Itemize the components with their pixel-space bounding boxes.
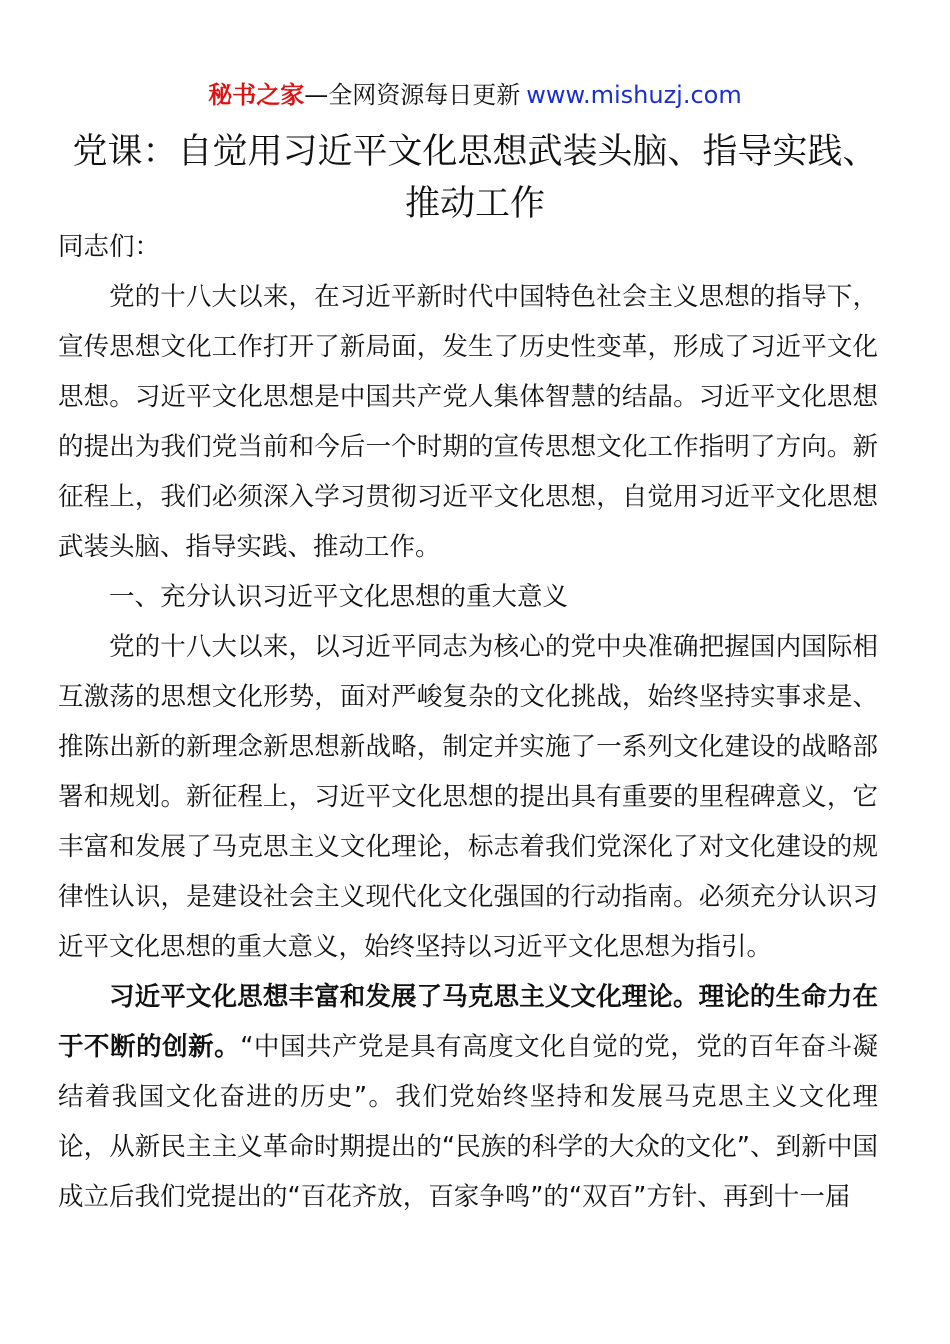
title-line-2: 推动工作 — [404, 184, 545, 224]
paragraph-theory-text: “中国共产党是具有高度文化自觉的党，党的百年奋斗凝结着我国文化奋进的历史”。我们党始终坚持和发展马克思主义文化理论，从新民主主义革命时期提出的“民族的科学的大众的文化”、到新中国成立后我们党提出的“百花齐放，百家争鸣”的“双百”方针、再到十一届 — [58, 1032, 878, 1212]
paragraph-significance: 党的十八大以来，以习近平同志为核心的党中央准确把握国内国际相互激荡的思想文化形势，面对严峻复杂的文化挑战，始终坚持实事求是、推陈出新的新理念新思想新战略，制定并实施了一系列文化建设的战略部署和规划。新征程上，习近平文化思想的提出具有重要的里程碑意义，它丰富和发展了马克思主义文化理论，标志着我们党深化了对文化建设的规律性认识，是建设社会主义现代化文化强国的行动指南。必须充分认识习近平文化思想的重大意义，始终坚持以习近平文化思想为指引。 — [58, 632, 878, 962]
paragraph-theory-lead: 习近平文化思想丰富和发展了马克思主义文化理论。理论的生命力在于不断的创新。 — [58, 982, 878, 1062]
paragraph-intro: 党的十八大以来，在习近平新时代中国特色社会主义思想的指导下，宣传思想文化工作打开了新局面，发生了历史性变革，形成了习近平文化思想。习近平文化思想是中国共产党人集体智慧的结晶。习近平文化思想的提出为我们党当前和今后一个时期的宣传思想文化工作指明了方向。新征程上，我们必须深入学习贯彻习近平文化思想，自觉用习近平文化思想武装头脑、指导实践、推动工作。 — [58, 282, 878, 562]
site-header — [0, 78, 950, 112]
brand-name: 秘书之家 — [208, 81, 305, 109]
document-title — [40, 126, 910, 230]
salutation: 同志们： — [58, 232, 161, 262]
document-body — [58, 222, 878, 1222]
header-tagline: —全网资源每日更新 — [304, 81, 521, 109]
paragraph-theory — [58, 972, 878, 1222]
title-line-1: 党课：自觉用习近平文化思想武装头脑、指导实践、 — [72, 132, 878, 172]
site-url-link[interactable]: www.mishuzj.com — [526, 81, 742, 109]
section-heading-1: 一、充分认识习近平文化思想的重大意义 — [109, 582, 569, 612]
